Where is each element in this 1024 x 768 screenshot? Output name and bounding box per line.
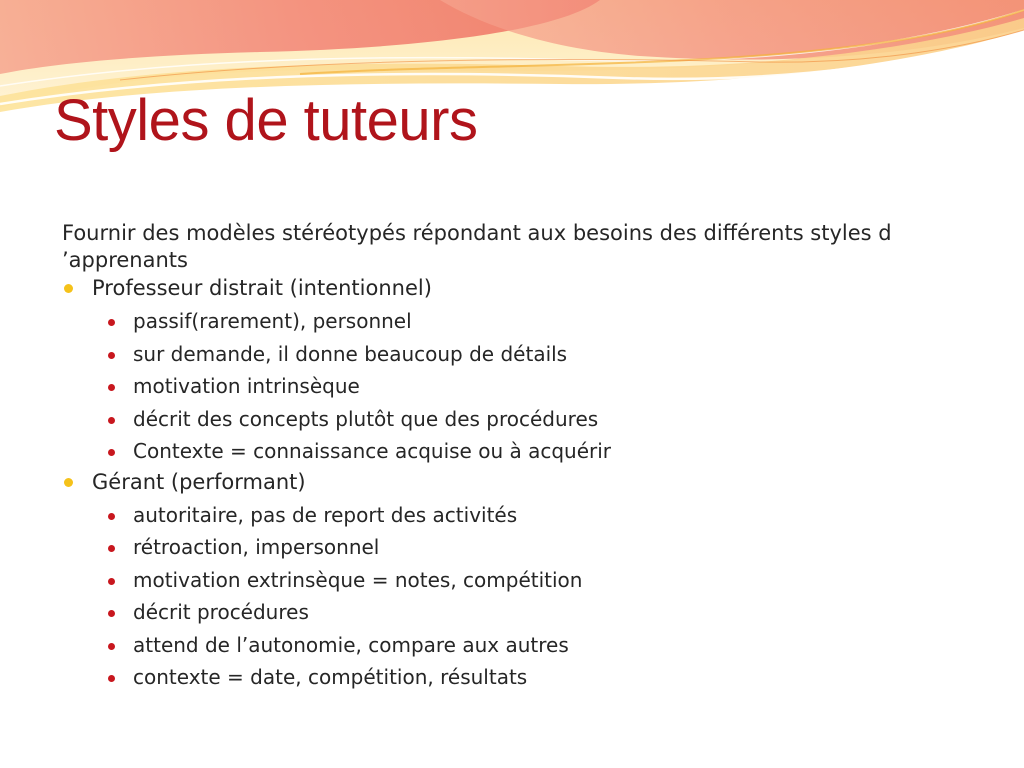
list-item-text: attend de l’autonomie, compare aux autres xyxy=(133,632,569,657)
bullet-list xyxy=(62,274,982,694)
list-item-text: décrit procédures xyxy=(133,600,309,624)
list-item-text: motivation intrinsèque xyxy=(133,374,360,398)
list-item xyxy=(62,531,982,564)
list-item-text: Contexte = connaissance acquise ou à acquérir xyxy=(133,439,612,463)
list-item-text: sur demande, il donne beaucoup de détails xyxy=(133,341,568,366)
red-dot-bullet-icon xyxy=(108,384,115,391)
red-dot-bullet-icon xyxy=(108,610,115,617)
list-item xyxy=(62,305,982,338)
section-label: Gérant (performant) xyxy=(92,469,306,494)
intro-text: Fournir des modèles stéréotypés répondant aux besoins des différents styles d ’apprenants xyxy=(62,221,892,272)
list-item-text: autoritaire, pas de report des activités xyxy=(133,502,518,527)
red-dot-bullet-icon xyxy=(108,319,115,326)
red-dot-bullet-icon xyxy=(108,675,115,682)
list-item xyxy=(62,661,982,694)
list-item xyxy=(62,338,982,371)
list-item-text: passif(rarement), personnel xyxy=(133,309,412,333)
yellow-dot-bullet-icon xyxy=(64,478,73,487)
list-item xyxy=(62,564,982,597)
list-item xyxy=(62,370,982,403)
list-item-text: rétroaction, impersonnel xyxy=(133,535,380,559)
list-item xyxy=(62,596,982,629)
sub-bullet-list xyxy=(92,499,982,694)
red-dot-bullet-icon xyxy=(108,513,115,520)
red-dot-bullet-icon xyxy=(108,417,115,424)
yellow-dot-bullet-icon xyxy=(64,284,73,293)
red-dot-bullet-icon xyxy=(108,352,115,359)
red-dot-bullet-icon xyxy=(108,643,115,650)
list-item-text: contexte = date, compétition, résultats xyxy=(133,665,528,689)
list-item-text: motivation extrinsèque = notes, compétition xyxy=(133,567,583,592)
red-dot-bullet-icon xyxy=(108,578,115,585)
list-item-text: décrit des concepts plutôt que des procédures xyxy=(133,406,599,431)
sub-bullet-list xyxy=(92,305,982,468)
section-label: Professeur distrait (intentionnel) xyxy=(92,276,432,300)
list-item xyxy=(62,403,982,436)
slide-content xyxy=(62,220,982,694)
slide-title: Styles de tuteurs xyxy=(54,88,478,153)
section-gerant xyxy=(62,468,982,694)
red-dot-bullet-icon xyxy=(108,449,115,456)
list-item xyxy=(62,629,982,662)
list-item xyxy=(62,499,982,532)
red-dot-bullet-icon xyxy=(108,545,115,552)
list-item xyxy=(62,435,982,468)
section-professeur-distrait xyxy=(62,274,982,468)
